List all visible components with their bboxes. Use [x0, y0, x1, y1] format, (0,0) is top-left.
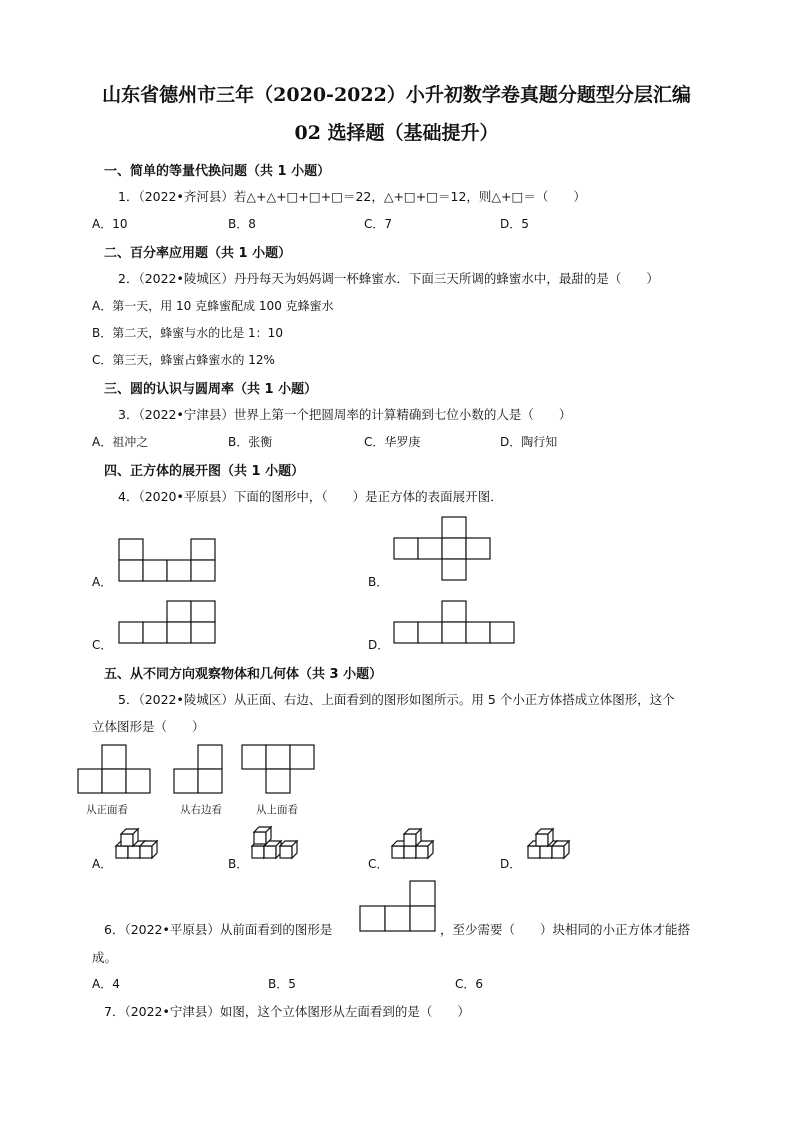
- q5-right-view-caption: 从右边看: [180, 804, 222, 816]
- section-heading-2: 二、百分率应用题（共 1 小题）: [104, 246, 292, 261]
- q4-net-d-figure: [394, 601, 519, 645]
- q3-option-d[interactable]: D．陶行知: [500, 435, 558, 449]
- page-title: 山东省德州市三年（2020-2022）小升初数学卷真题分题型分层汇编: [102, 84, 691, 106]
- q5-option-c-figure: [392, 826, 442, 866]
- q2-option-c[interactable]: C．第三天，蜂蜜占蜂蜜水的 12%: [92, 353, 275, 367]
- q5-front-view-figure: [78, 745, 154, 795]
- section-heading-5: 五、从不同方向观察物体和几何体（共 3 小题）: [104, 667, 383, 682]
- q5-option-a-figure: [116, 826, 166, 866]
- question-5-stem-line1: 5．（2022•陵城区）从正面、右边、上面看到的图形如图所示。用 5 个小正方体搭成立体图形，这个: [118, 692, 675, 707]
- question-5-stem-line2: 立体图形是（ ）: [92, 719, 205, 734]
- question-1-stem: 1．（2022•齐河县）若△+△+□+□+□＝22，△+□+□＝12，则△+□＝（ ）: [118, 189, 586, 204]
- q4-option-b[interactable]: B．: [368, 575, 389, 589]
- q5-option-b-figure: [252, 826, 302, 866]
- question-2-stem: 2．（2022•陵城区）丹丹每天为妈妈调一杯蜂蜜水．下面三天所调的蜂蜜水中，最甜的是（ ）: [118, 271, 659, 286]
- q5-top-view-figure: [242, 745, 318, 795]
- question-4-stem: 4．（2020•平原县）下面的图形中，（ ）是正方体的表面展开图．: [118, 489, 503, 504]
- section-heading-4: 四、正方体的展开图（共 1 小题）: [104, 464, 305, 479]
- q1-option-d[interactable]: D．5: [500, 217, 529, 231]
- question-6-stem-line2: 成。: [92, 950, 118, 965]
- q4-net-b-figure: [394, 517, 494, 583]
- q2-option-a[interactable]: A．第一天，用 10 克蜂蜜配成 100 克蜂蜜水: [92, 299, 334, 313]
- q5-option-b[interactable]: B．: [228, 857, 249, 871]
- section-heading-3: 三、圆的认识与圆周率（共 1 小题）: [104, 382, 318, 397]
- q5-option-d-figure: [528, 826, 578, 866]
- page-subtitle: 02 选择题（基础提升）: [294, 122, 499, 144]
- q6-option-b[interactable]: B．5: [268, 977, 296, 991]
- q4-option-a[interactable]: A．: [92, 575, 113, 589]
- q4-net-a-figure: [119, 539, 219, 583]
- q4-option-c[interactable]: C．: [92, 638, 113, 652]
- q5-option-c[interactable]: C．: [368, 857, 389, 871]
- q5-front-view-caption: 从正面看: [86, 804, 128, 816]
- q2-option-b[interactable]: B．第二天，蜂蜜与水的比是 1：10: [92, 326, 283, 340]
- question-7-stem: 7．（2022•宁津县）如图，这个立体图形从左面看到的是（ ）: [104, 1004, 470, 1019]
- q1-option-b[interactable]: B．8: [228, 217, 256, 231]
- q5-option-d[interactable]: D．: [500, 857, 522, 871]
- q5-right-view-figure: [174, 745, 226, 795]
- q6-front-view-figure: [360, 881, 440, 933]
- q4-net-c-figure: [119, 601, 219, 645]
- q1-option-a[interactable]: A．10: [92, 217, 128, 231]
- q3-option-c[interactable]: C．华罗庚: [364, 435, 421, 449]
- section-heading-1: 一、简单的等量代换问题（共 1 小题）: [104, 164, 331, 179]
- question-6-stem-part2: ，至少需要（ ）块相同的小正方体才能搭: [440, 922, 691, 937]
- q6-option-a[interactable]: A．4: [92, 977, 120, 991]
- q5-option-a[interactable]: A．: [92, 857, 113, 871]
- q1-option-c[interactable]: C．7: [364, 217, 393, 231]
- q3-option-b[interactable]: B．张衡: [228, 435, 273, 449]
- question-6-stem-part1: 6．（2022•平原县）从前面看到的图形是: [104, 922, 333, 937]
- q5-top-view-caption: 从上面看: [256, 804, 298, 816]
- q6-option-c[interactable]: C．6: [455, 977, 484, 991]
- q4-option-d[interactable]: D．: [368, 638, 390, 652]
- q3-option-a[interactable]: A．祖冲之: [92, 435, 149, 449]
- question-3-stem: 3．（2022•宁津县）世界上第一个把圆周率的计算精确到七位小数的人是（ ）: [118, 407, 572, 422]
